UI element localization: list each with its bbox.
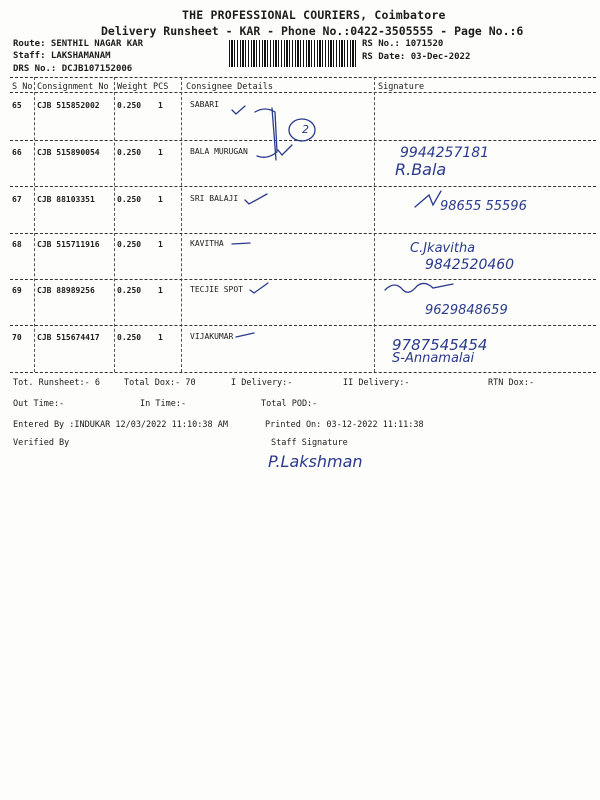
drs-number: DRS No.: DCJB107152006	[13, 64, 133, 74]
scribble-mark	[385, 283, 453, 292]
row-consignment: CJB 88989256	[37, 286, 95, 295]
row-consignment: CJB 515890054	[37, 148, 100, 157]
col-header-weight: Weight	[117, 82, 148, 92]
row-weight: 0.250	[117, 333, 142, 342]
row-consignee: BALA MURUGAN	[190, 147, 248, 156]
rs-number: RS No.: 1071520	[362, 39, 444, 49]
col-header-consignment: Consignment No	[37, 82, 109, 92]
row-consignment: CJB 515852002	[37, 101, 100, 110]
in-time: In Time:-	[140, 399, 187, 409]
total-runsheet: Tot. Runsheet:- 6	[13, 378, 100, 388]
row-pcs: 1	[158, 286, 163, 295]
row-sno: 65	[12, 101, 22, 110]
row-consignee: KAVITHA	[190, 239, 224, 248]
row-pcs: 1	[158, 101, 163, 110]
route-label: Route: SENTHIL NAGAR KAR	[13, 39, 144, 49]
staff-label: Staff: LAKSHAMANAM	[13, 51, 111, 61]
handwritten-phone: 9842520460	[425, 257, 515, 273]
row-sno: 67	[12, 195, 22, 204]
handwritten-signature: C.Jkavitha	[410, 241, 476, 256]
col-header-sno: S No	[12, 82, 33, 92]
col-header-pcs: PCS	[153, 82, 169, 92]
circled-number: 2	[302, 123, 309, 136]
row-consignee: SABARI	[190, 100, 219, 109]
check-mark	[232, 106, 245, 114]
runsheet-title: Delivery Runsheet - KAR - Phone No.:0422-3505555 - Page No.:6	[101, 24, 524, 38]
row-consignee: SRI BALAJI	[190, 194, 239, 203]
row-consignment: CJB 515674417	[37, 333, 100, 342]
total-pod: Total POD:-	[261, 399, 318, 409]
row-pcs: 1	[158, 333, 163, 342]
rs-date: RS Date: 03-Dec-2022	[362, 52, 471, 62]
handwritten-phone: 9787545454	[392, 336, 488, 354]
row-weight: 0.250	[117, 195, 142, 204]
staff-handwritten-signature: P.Lakshman	[268, 452, 363, 471]
handwritten-phone: 9629848659	[425, 303, 508, 318]
staff-signature-label: Staff Signature	[271, 438, 348, 448]
check-mark	[278, 145, 292, 155]
scribble-mark	[415, 191, 441, 207]
row-consignment: CJB 88103351	[37, 195, 95, 204]
check-mark	[245, 194, 267, 204]
out-time: Out Time:-	[13, 399, 65, 409]
company-title: THE PROFESSIONAL COURIERS, Coimbatore	[182, 8, 446, 22]
row-sno: 70	[12, 333, 22, 342]
handwritten-phone: 98655 55596	[440, 199, 527, 214]
rtn-dox: RTN Dox:-	[488, 378, 535, 388]
handwritten-signature: S-Annamalai	[392, 351, 475, 366]
i-delivery: I Delivery:-	[231, 378, 293, 388]
row-sno: 66	[12, 148, 22, 157]
printed-on: Printed On: 03-12-2022 11:11:38	[265, 420, 424, 430]
row-pcs: 1	[158, 195, 163, 204]
row-consignee: TECJIE SPOT	[190, 285, 243, 294]
row-pcs: 1	[158, 240, 163, 249]
row-consignee: VIJAKUMAR	[190, 332, 234, 341]
check-mark	[250, 283, 268, 293]
row-pcs: 1	[158, 148, 163, 157]
col-header-signature: Signature	[378, 82, 425, 92]
row-weight: 0.250	[117, 286, 142, 295]
verified-by: Verified By	[13, 438, 70, 448]
entered-by: Entered By :INDUKAR 12/03/2022 11:10:38 AM	[13, 420, 228, 430]
ii-delivery: II Delivery:-	[343, 378, 410, 388]
total-dox: Total Dox:- 70	[124, 378, 196, 388]
row-consignment: CJB 515711916	[37, 240, 100, 249]
handwritten-phone: 9944257181	[400, 145, 490, 161]
col-header-consignee: Consignee Details	[186, 82, 273, 92]
row-sno: 68	[12, 240, 22, 249]
row-weight: 0.250	[117, 240, 142, 249]
row-weight: 0.250	[117, 148, 142, 157]
dash-mark	[232, 243, 250, 244]
handwritten-signature: R.Bala	[395, 160, 447, 179]
row-weight: 0.250	[117, 101, 142, 110]
row-sno: 69	[12, 286, 22, 295]
dash-mark	[236, 333, 254, 337]
